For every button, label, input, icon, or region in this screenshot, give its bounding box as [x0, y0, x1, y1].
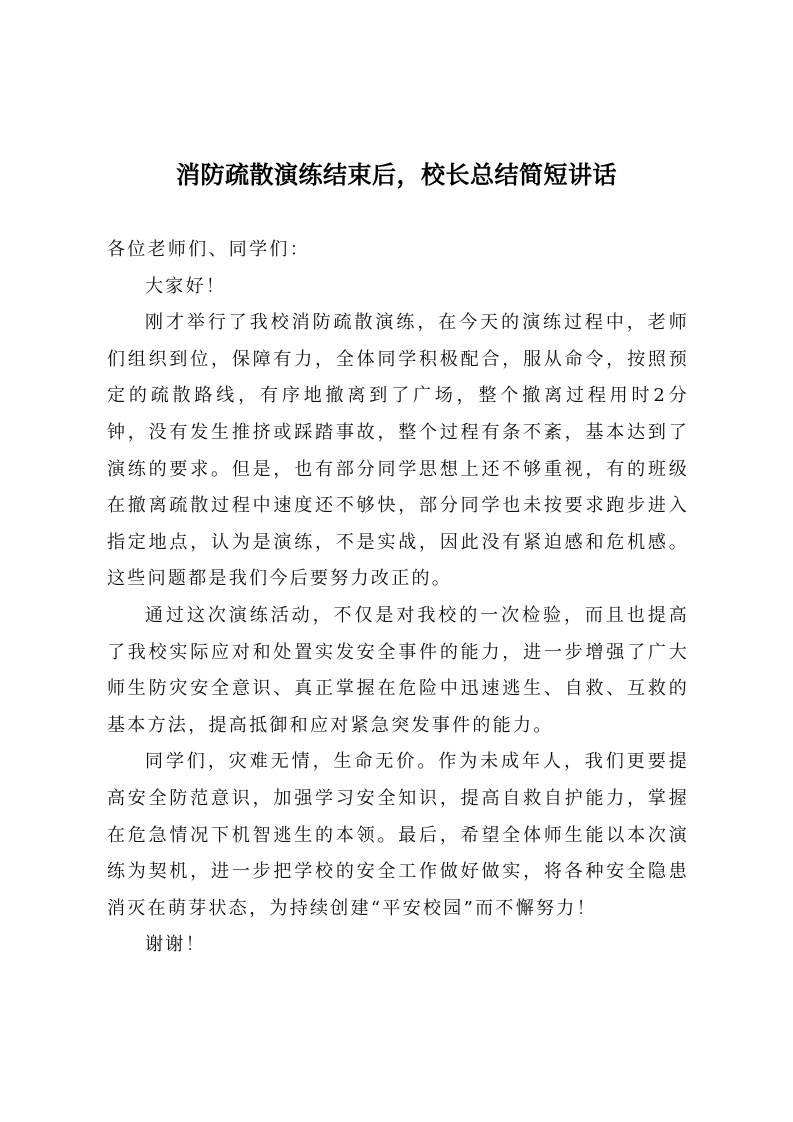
paragraph-drill-significance: 通过这次演练活动，不仅是对我校的一次检验，而且也提高了我校实际应对和处置实发安全事件的能力，进一步增强了广大师生防灾安全意识、真正掌握在危险中迅速逃生、自救、互救的基本方法，提高抵御和应对紧急突发事件的能力。	[107, 604, 689, 736]
paragraph-greeting: 大家好！	[145, 275, 227, 297]
paragraph-drill-review: 刚才举行了我校消防疏散演练，在今天的演练过程中，老师们组织到位，保障有力，全体同学积极配合，服从命令，按照预定的疏散路线，有序地撤离到了广场，整个撤离过程用时2分钟，没有发生推挤或踩踏事故，整个过程有条不紊，基本达到了演练的要求。但是，也有部分同学思想上还不够重视，有的班级在撤离疏散过程中速度还不够快，部分同学也未按要求跑步进入指定地点，认为是演练，不是实战，因此没有紧迫感和危机感。这些问题都是我们今后要努力改正的。	[107, 312, 689, 590]
paragraph-call-to-action: 同学们，灾难无情，生命无价。作为未成年人，我们更要提高安全防范意识，加强学习安全知识，提高自救自护能力，掌握在危急情况下机智逃生的本领。最后，希望全体师生能以本次演练为契机，进一步把学校的安全工作做好做实，将各种安全隐患消灭在萌芽状态，为持续创建“平安校园”而不懈努力！	[107, 751, 689, 919]
paragraph-thanks: 谢谢！	[145, 934, 206, 956]
salutation: 各位老师们、同学们：	[107, 239, 310, 260]
document-body	[107, 232, 689, 964]
document-title: 消防疏散演练结束后，校长总结简短讲话	[176, 161, 617, 189]
